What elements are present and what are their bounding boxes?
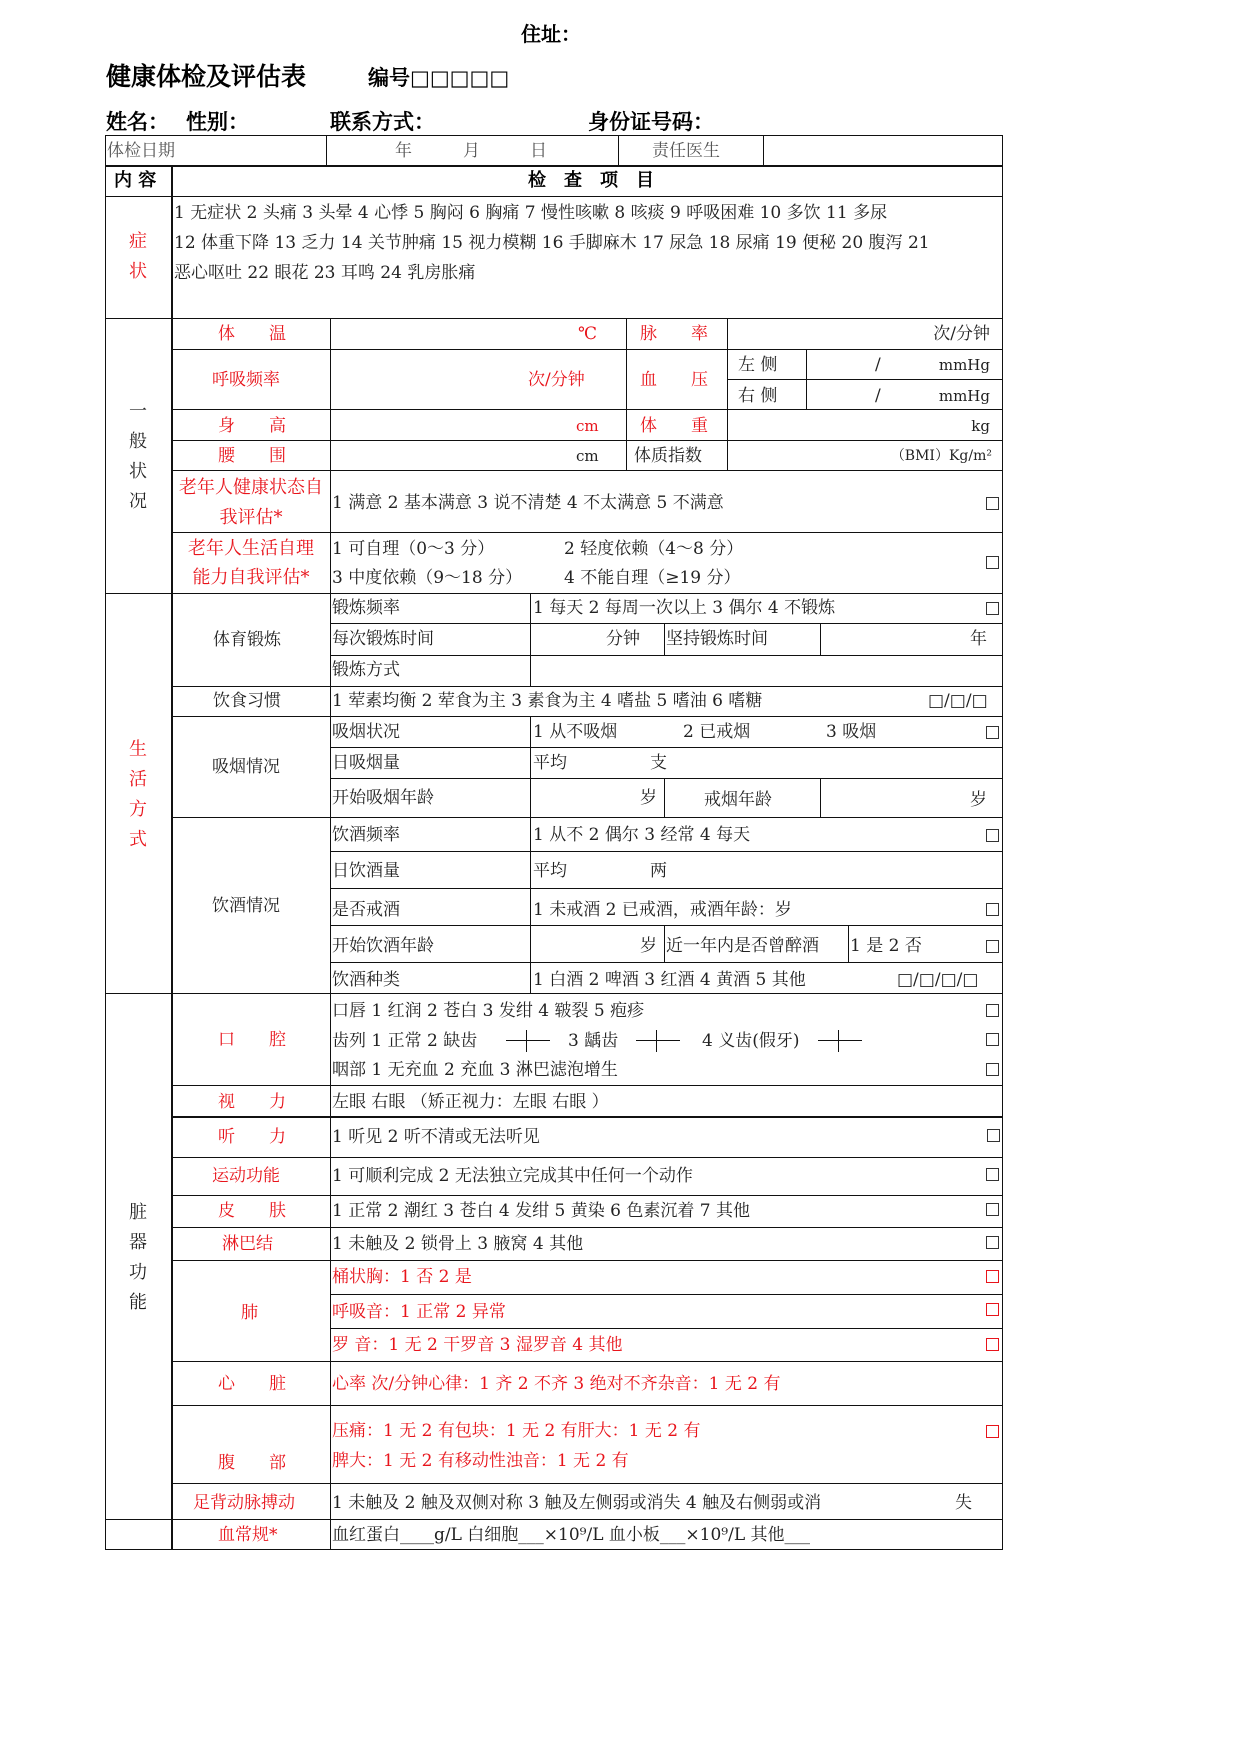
grid-line: [172, 1260, 1003, 1261]
doctor-label: 责任医生: [652, 141, 720, 161]
elder-health-label-2: 我评估*: [219, 507, 283, 528]
drink-freq-options[interactable]: 1 从不 2 偶尔 3 经常 4 每天: [533, 825, 751, 845]
grid-line: [626, 318, 627, 470]
grid-line: [664, 623, 665, 655]
pulse-unit[interactable]: 次/分钟: [933, 324, 990, 344]
grid-line: [172, 686, 1003, 687]
exercise-time-label: 每次锻炼时间: [332, 629, 434, 649]
symptoms-line-1[interactable]: 1 无症状 2 头痛 3 头晕 4 心悸 5 胸闷 6 胸痛 7 慢性咳嗽 8 咳痰 9 呼吸困难 10 多饮 11 多尿: [174, 203, 888, 223]
abdomen-line-1[interactable]: 压痛：1 无 2 有包块：1 无 2 有肝大：1 无 2 有: [332, 1421, 701, 1441]
grid-line: [330, 655, 1003, 656]
drink-daily-label: 日饮酒量: [332, 861, 400, 881]
grid-line: [326, 135, 327, 165]
grid-line: [330, 925, 1003, 926]
oral-label: 口 腔: [218, 1030, 286, 1050]
barrel-chest-options[interactable]: 桶状胸：1 否 2 是: [332, 1267, 472, 1287]
drink-quit-checkbox[interactable]: [986, 903, 999, 916]
smoke-label: 吸烟情况: [212, 757, 280, 777]
drink-freq-checkbox[interactable]: [986, 829, 999, 842]
grid-line: [105, 135, 1003, 136]
drink-daily-unit[interactable]: 两: [650, 861, 667, 881]
bp-left-label: 左 侧: [738, 355, 778, 375]
elder-care-label-2: 能力自我评估*: [192, 567, 310, 588]
grid-line: [172, 470, 1003, 471]
drunk-label: 近一年内是否曾醉酒: [666, 936, 819, 956]
vision-text[interactable]: 左眼 右眼 （矫正视力：左眼 右眼 ）: [332, 1092, 609, 1112]
bp-left-sep[interactable]: /: [875, 355, 881, 375]
bp-left-unit: mmHg: [938, 356, 990, 374]
drunk-options[interactable]: 1 是 2 否: [850, 936, 922, 956]
smoke-start-unit[interactable]: 岁: [640, 788, 657, 808]
smoke-opt-smoker[interactable]: 3 吸烟: [826, 722, 877, 742]
grid-line: [664, 925, 665, 962]
vision-label: 视 力: [218, 1092, 286, 1112]
serial-number[interactable]: 编号□□□□□: [368, 66, 510, 90]
barrel-chest-checkbox[interactable]: [986, 1270, 999, 1283]
exam-date-label: 体检日期: [107, 141, 175, 161]
exercise-persist-unit[interactable]: 年: [970, 629, 987, 649]
contact-label[interactable]: 联系方式：: [330, 110, 435, 134]
exam-year[interactable]: 年: [395, 141, 412, 161]
elder-care-opt-1[interactable]: 1 可自理（0～3 分）: [332, 539, 495, 559]
lips-checkbox[interactable]: [986, 1004, 999, 1017]
tooth-chart-icon[interactable]: [506, 1030, 550, 1052]
smoke-status-label: 吸烟状况: [332, 722, 400, 742]
smoke-opt-never[interactable]: 1 从不吸烟: [533, 722, 618, 742]
teeth-denture[interactable]: 4 义齿(假牙): [702, 1031, 800, 1051]
blood-routine-label: 血常规*: [218, 1525, 278, 1545]
grid-line: [330, 888, 1003, 889]
breath-sound-options[interactable]: 呼吸音：1 正常 2 异常: [332, 1302, 506, 1322]
smoke-opt-quit[interactable]: 2 已戒烟: [683, 722, 751, 742]
weight-label: 体 重: [640, 416, 708, 436]
lymph-label: 淋巴结: [222, 1234, 273, 1254]
exam-month[interactable]: 月: [463, 141, 480, 161]
dorsalis-options-tail: 失: [955, 1493, 972, 1513]
grid-line: [330, 993, 331, 1550]
form-title: 健康体检及评估表: [106, 62, 307, 91]
grid-line: [172, 1361, 1003, 1362]
bp-label: 血 压: [640, 370, 708, 390]
section-organs: 脏 器 功 能: [129, 1202, 147, 1313]
exercise-freq-checkbox[interactable]: [986, 602, 999, 615]
grid-line: [330, 623, 1003, 624]
height-label: 身 高: [218, 416, 286, 436]
grid-line: [330, 1328, 1003, 1329]
grid-line: [172, 440, 1003, 441]
grid-line: [172, 1483, 1003, 1484]
skin-label: 皮 肤: [218, 1201, 286, 1221]
grid-line: [618, 135, 619, 165]
grid-line: [530, 716, 531, 993]
grid-line: [171, 165, 173, 1550]
grid-line: [172, 1116, 1003, 1118]
drink-daily-prefix: 平均: [533, 861, 567, 881]
grid-line: [664, 778, 665, 817]
elder-care-label-1: 老年人生活自理: [188, 538, 314, 559]
grid-line: [330, 962, 1003, 963]
drink-label: 饮酒情况: [212, 896, 280, 916]
smoke-start-label: 开始吸烟年龄: [332, 788, 434, 808]
symptoms-line-3[interactable]: 恶心呕吐 22 眼花 23 耳鸣 24 乳房胀痛: [174, 263, 476, 283]
name-label[interactable]: 姓名：: [106, 110, 169, 134]
rales-checkbox[interactable]: [986, 1338, 999, 1351]
grid-line: [105, 1519, 1003, 1520]
teeth-caries[interactable]: 3 龋齿: [568, 1031, 619, 1051]
skin-checkbox[interactable]: [986, 1203, 999, 1216]
grid-line: [727, 379, 1003, 380]
bp-right-sep[interactable]: /: [875, 386, 881, 406]
grid-line: [172, 1157, 1003, 1158]
lips-options[interactable]: 口唇 1 红润 2 苍白 3 发绀 4 皲裂 5 疱疹: [332, 1001, 645, 1021]
bp-right-unit: mmHg: [938, 387, 990, 405]
tooth-chart-icon[interactable]: [636, 1030, 680, 1052]
elder-health-checkbox[interactable]: [986, 497, 999, 510]
lymph-checkbox[interactable]: [986, 1236, 999, 1249]
grid-line: [727, 318, 728, 470]
grid-line: [530, 593, 531, 686]
teeth-checkbox[interactable]: [986, 1033, 999, 1046]
grid-line: [172, 349, 1003, 350]
pharynx-checkbox[interactable]: [986, 1063, 999, 1076]
drink-quit-label: 是否戒酒: [332, 900, 400, 920]
exercise-freq-options[interactable]: 1 每天 2 每周一次以上 3 偶尔 4 不锻炼: [533, 598, 836, 618]
drunk-checkbox[interactable]: [986, 940, 999, 953]
waist-label: 腰 围: [218, 446, 286, 466]
grid-line: [172, 1227, 1003, 1228]
grid-line: [105, 993, 1003, 994]
elder-care-opt-3[interactable]: 3 中度依赖（9～18 分）: [332, 568, 523, 588]
hearing-options[interactable]: 1 听见 2 听不清或无法听见: [332, 1127, 540, 1147]
diet-label: 饮食习惯: [213, 691, 281, 711]
section-general: 一 般 状 况: [129, 401, 147, 512]
exercise-mode-field[interactable]: [532, 657, 1001, 684]
grid-line: [172, 817, 1003, 818]
grid-line: [105, 196, 1003, 197]
elder-care-opt-2[interactable]: 2 轻度依赖（4～8 分）: [564, 539, 744, 559]
drink-type-checkboxes[interactable]: □/□/□/□: [897, 970, 979, 990]
drink-freq-label: 饮酒频率: [332, 825, 400, 845]
address-label: 住址：: [521, 22, 581, 46]
grid-line: [172, 1195, 1003, 1196]
rales-options[interactable]: 罗 音：1 无 2 干罗音 3 湿罗音 4 其他: [332, 1335, 623, 1355]
skin-options[interactable]: 1 正常 2 潮红 3 苍白 4 发绀 5 黄染 6 色素沉着 7 其他: [332, 1201, 750, 1221]
drink-start-label: 开始饮酒年龄: [332, 936, 434, 956]
resp-unit[interactable]: 次/分钟: [528, 370, 585, 390]
grid-line: [105, 165, 1003, 167]
grid-line: [172, 409, 1003, 410]
tooth-chart-icon[interactable]: [818, 1030, 862, 1052]
teeth-missing[interactable]: 齿列 1 正常 2 缺齿: [332, 1031, 478, 1051]
diet-options[interactable]: 1 荤素均衡 2 荤食为主 3 素食为主 4 嗜盐 5 嗜油 6 嗜糖: [332, 691, 763, 711]
doctor-field[interactable]: [765, 137, 1001, 163]
drink-quit-options[interactable]: 1 未戒酒 2 已戒酒，戒酒年龄：岁: [533, 900, 792, 920]
resp-label: 呼吸频率: [212, 370, 280, 390]
exercise-persist-label: 坚持锻炼时间: [666, 629, 768, 649]
heart-label: 心 脏: [218, 1374, 286, 1394]
bp-right-label: 右 侧: [738, 386, 778, 406]
exercise-mode-label: 锻炼方式: [332, 660, 400, 680]
bmi-label: 体质指数: [634, 446, 702, 466]
motor-options[interactable]: 1 可顺利完成 2 无法独立完成其中任何一个动作: [332, 1166, 693, 1186]
exercise-freq-label: 锻炼频率: [332, 598, 400, 618]
grid-line: [105, 318, 1003, 319]
diet-checkboxes[interactable]: □/□/□: [928, 691, 988, 711]
grid-line: [763, 135, 764, 165]
heart-options[interactable]: 心率 次/分钟心律：1 齐 2 不齐 3 绝对不齐杂音：1 无 2 有: [332, 1374, 781, 1394]
header-items: 检 查 项 目: [528, 170, 654, 191]
exercise-time-unit[interactable]: 分钟: [606, 629, 640, 649]
smoke-status-checkbox[interactable]: [986, 726, 999, 739]
grid-line: [105, 593, 1003, 594]
hearing-checkbox[interactable]: [987, 1129, 1000, 1142]
lung-label: 肺: [241, 1303, 258, 1323]
smoke-quit-label: 戒烟年龄: [704, 790, 772, 810]
gender-label[interactable]: 性别：: [186, 110, 249, 134]
grid-line: [330, 778, 1003, 779]
height-unit[interactable]: cm: [576, 417, 599, 435]
abdomen-line-2[interactable]: 脾大：1 无 2 有移动性浊音：1 无 2 有: [332, 1451, 629, 1471]
grid-line: [172, 1405, 1003, 1406]
dorsalis-label: 足背动脉搏动: [193, 1493, 295, 1513]
smoke-daily-prefix: 平均: [533, 753, 567, 773]
grid-line: [105, 1549, 1003, 1550]
exam-day[interactable]: 日: [530, 141, 547, 161]
smoke-daily-label: 日吸烟量: [332, 753, 400, 773]
grid-line: [172, 1085, 1003, 1086]
grid-line: [1002, 135, 1003, 1550]
smoke-quit-unit[interactable]: 岁: [970, 790, 987, 810]
pharynx-options[interactable]: 咽部 1 无充血 2 充血 3 淋巴滤泡增生: [332, 1060, 618, 1080]
id-number-label[interactable]: 身份证号码：: [588, 110, 714, 134]
section-symptoms: 症 状: [129, 231, 147, 282]
grid-line: [820, 623, 821, 655]
waist-unit[interactable]: cm: [576, 447, 599, 465]
motor-label: 运动功能: [212, 1166, 280, 1186]
smoke-daily-unit[interactable]: 支: [650, 753, 667, 773]
pulse-label: 脉 率: [640, 324, 708, 344]
blood-routine-fields[interactable]: 血红蛋白____g/L 白细胞___×10⁹/L 血小板___×10⁹/L 其他___: [332, 1525, 811, 1545]
abdomen-checkbox[interactable]: [986, 1425, 999, 1438]
temp-label: 体 温: [218, 324, 286, 344]
breath-sound-checkbox[interactable]: [986, 1303, 999, 1316]
grid-line: [330, 851, 1003, 852]
grid-line: [820, 778, 821, 817]
grid-line: [330, 593, 331, 993]
grid-line: [172, 716, 1003, 717]
symptoms-line-2[interactable]: 12 体重下降 13 乏力 14 关节肿痛 15 视力模糊 16 手脚麻木 17 尿急 18 尿痛 19 便秘 20 腹泻 21: [174, 233, 930, 253]
grid-line: [105, 135, 106, 1550]
grid-line: [848, 925, 849, 962]
elder-health-options[interactable]: 1 满意 2 基本满意 3 说不清楚 4 不太满意 5 不满意: [332, 493, 724, 513]
drink-type-options[interactable]: 1 白酒 2 啤酒 3 红酒 4 黄酒 5 其他: [533, 970, 806, 990]
drink-type-label: 饮酒种类: [332, 970, 400, 990]
exercise-label: 体育锻炼: [213, 630, 281, 650]
lymph-options[interactable]: 1 未触及 2 锁骨上 3 腋窝 4 其他: [332, 1234, 584, 1254]
grid-line: [330, 318, 331, 593]
elder-care-checkbox[interactable]: [986, 556, 999, 569]
section-lifestyle: 生 活 方 式: [129, 739, 147, 850]
temp-unit[interactable]: ℃: [578, 324, 598, 344]
elder-health-label-1: 老年人健康状态自: [179, 477, 323, 498]
bmi-unit[interactable]: （BMI）Kg/m²: [890, 448, 992, 464]
hearing-label: 听 力: [218, 1127, 286, 1147]
grid-line: [172, 532, 1003, 533]
elder-care-opt-4[interactable]: 4 不能自理（≥19 分）: [564, 568, 741, 588]
dorsalis-options[interactable]: 1 未触及 2 触及双侧对称 3 触及左侧弱或消失 4 触及右侧弱或消: [332, 1493, 822, 1513]
motor-checkbox[interactable]: [986, 1168, 999, 1181]
grid-line: [330, 1294, 1003, 1295]
drink-start-unit[interactable]: 岁: [640, 936, 657, 956]
abdomen-label: 腹 部: [218, 1453, 286, 1473]
weight-unit[interactable]: kg: [971, 417, 990, 435]
header-content: 内 容: [114, 170, 157, 191]
grid-line: [330, 747, 1003, 748]
